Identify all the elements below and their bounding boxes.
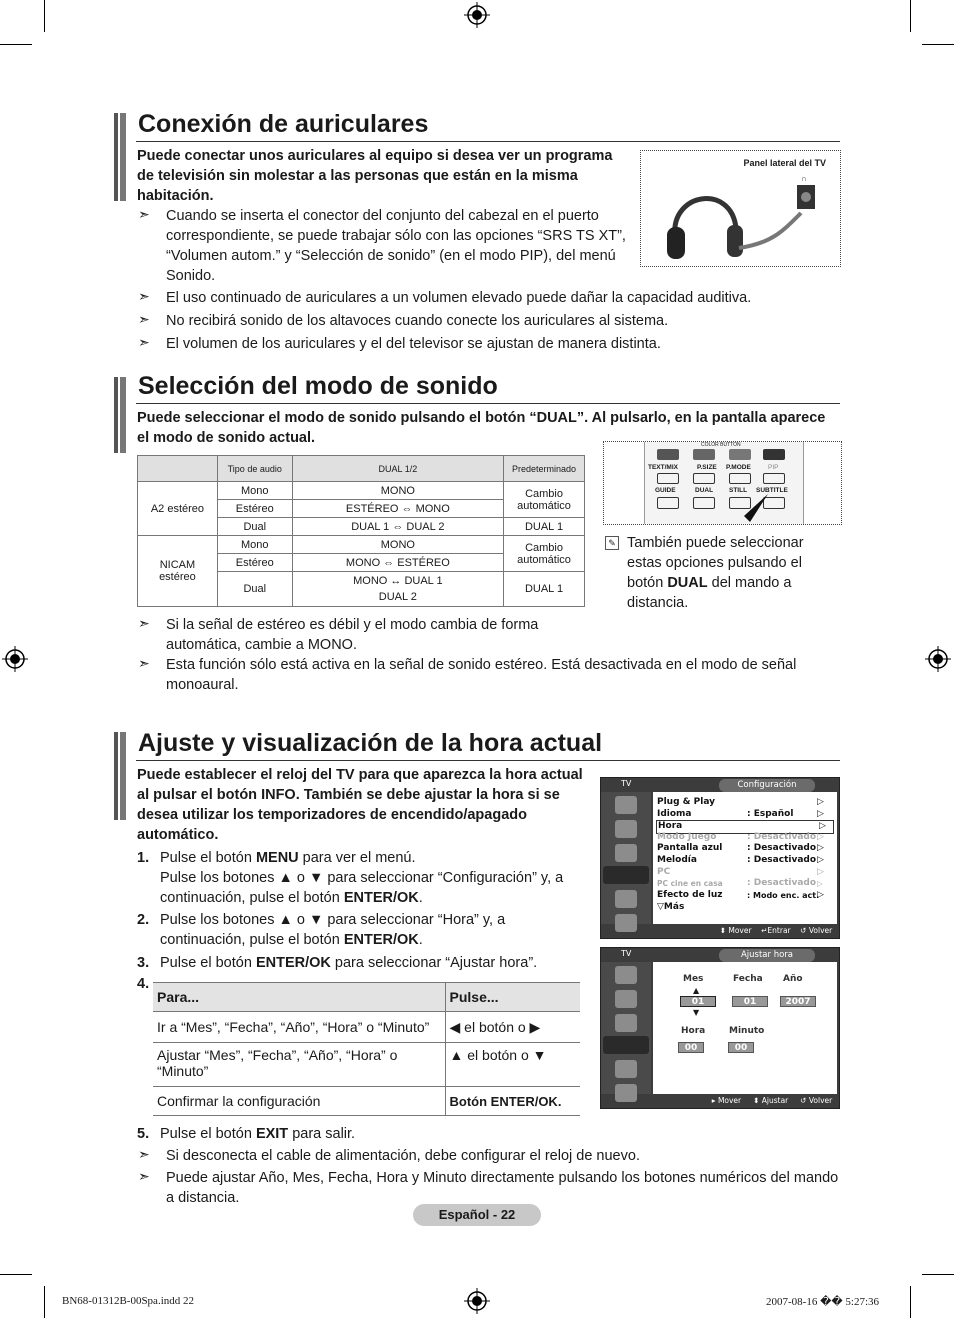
menu-item-value: : Desactivado [747, 878, 817, 889]
remote-label: DUAL [695, 487, 714, 494]
note-text: Puede ajustar Año, Mes, Fecha, Hora y Minuto directamente pulsando los botones numéricos del mando a distancia. [166, 1170, 839, 1206]
menu-item-value: : Español [747, 808, 794, 819]
footer-file: BN68-01312B-00Spa.indd 22 [62, 1295, 194, 1307]
step-part: Pulse los botones ▲ o ▼ para seleccionar “Configuración” y, a continuación, pulse el botón [160, 870, 564, 906]
setup-icon[interactable] [603, 866, 649, 884]
osd-footer [653, 1096, 837, 1107]
pmode-button[interactable] [729, 473, 751, 484]
month-field[interactable]: 01 [680, 996, 716, 1007]
picture-icon[interactable] [615, 796, 637, 814]
year-field[interactable]: 2007 [780, 996, 816, 1007]
pointer-arrow-icon [740, 492, 770, 524]
remote-note-bold: DUAL [667, 575, 708, 591]
arrow-right-icon: ▷ [817, 866, 824, 877]
crop-mark [922, 44, 954, 45]
input-icon[interactable] [615, 890, 637, 908]
table-cell-cycle [292, 572, 503, 607]
step-table-cell: ▲ el botón o ▼ [445, 1043, 580, 1087]
table-cell: DUAL 1 ⇔ DUAL 2 [292, 518, 503, 536]
osd-panel [653, 962, 837, 1094]
step-part: Pulse el botón [160, 1126, 256, 1142]
psize-button[interactable] [693, 473, 715, 484]
step-text [160, 953, 590, 973]
section-title: Selección del modo de sonido [138, 372, 498, 400]
menu-item-value: : Desactivado [747, 855, 817, 865]
step-number: 1. [137, 850, 150, 866]
step-number: 4. [137, 976, 150, 992]
step-number: 3. [137, 955, 150, 971]
arrow-right-icon: ▷ [817, 890, 824, 900]
section-bar [114, 377, 126, 453]
table-cell: Cambio automático [504, 482, 585, 518]
menu-item-value: : Modo enc. act. [747, 891, 820, 900]
menu-item-value: : Desactivado [747, 831, 817, 842]
arrow-up-icon: ▲ [693, 986, 700, 995]
minute-field[interactable]: 00 [728, 1042, 754, 1053]
table-cell: Estéreo [217, 554, 292, 572]
date-field[interactable]: 01 [732, 996, 768, 1007]
svg-text:∩: ∩ [801, 174, 807, 183]
minute-label: Minuto [729, 1026, 765, 1036]
remote-label: PIP [768, 464, 779, 471]
step-text: Pulse los botones ▲ o ▼ para seleccionar “Hora” y, a continuación, pulse el botón ENTER/OK. [160, 912, 506, 948]
table-cell: Mono [217, 536, 292, 554]
section-bar [114, 113, 126, 201]
step-table-cell: Confirmar la configuración [153, 1087, 445, 1116]
table-header-empty [138, 456, 218, 482]
audio-type-label: NICAM estéreo [138, 536, 218, 607]
note-text: Si la señal de estéreo es débil y el modo cambia de forma automática, cambie a MONO. [166, 617, 539, 653]
crop-mark [0, 1274, 32, 1275]
registration-mark-icon [464, 2, 490, 28]
menu-item-label: PC cine en casa [657, 879, 723, 889]
note-arrow-icon: ➣ [138, 615, 150, 631]
note-text: No recibirá sonido de los altavoces cuando conecte los auriculares al sistema. [166, 313, 669, 329]
step-part: para salir. [288, 1126, 356, 1142]
table-header: Tipo de audio [217, 456, 292, 482]
remote-label: TEXT/MIX [648, 464, 678, 471]
menu-item-label: Melodía [657, 855, 697, 865]
osd-time-menu [600, 947, 840, 1109]
remote-body [644, 442, 804, 524]
table-cell: Estéreo [217, 500, 292, 518]
section-intro: Puede establecer el reloj del TV para que aparezca la hora actual al pulsar el botón INFO. También se debe ajustar la hora si se desea utilizar los temporizadores de encendido/apagado automático. [137, 767, 583, 843]
table-cell: ESTÉREO ⇔ MONO [292, 500, 503, 518]
table-header: DUAL 1/2 [292, 456, 503, 482]
remote-label: GUIDE [655, 487, 676, 494]
registration-mark-icon [2, 646, 28, 672]
yellow-button[interactable] [729, 449, 751, 460]
remote-label: P.SIZE [697, 464, 717, 471]
menu-item-label: PC [657, 866, 671, 877]
step-part: Pulse el botón [160, 955, 256, 971]
step-part: Pulse los botones ▲ o ▼ para seleccionar “Hora” y, a continuación, pulse el botón [160, 912, 506, 948]
table-cell: MONO [292, 536, 503, 554]
enter-icon: ↵ [761, 926, 768, 935]
section-bar [114, 732, 126, 820]
osd-menu-item[interactable] [657, 855, 824, 867]
table-cell: Cambio automático [504, 536, 585, 572]
step-key: ENTER/OK [255, 955, 331, 971]
menu-item-label: Efecto de luz [657, 890, 723, 900]
table-cell: Dual [217, 572, 292, 607]
note-text: El volumen de los auriculares y el del televisor se ajustan de manera distinta. [166, 336, 661, 352]
crop-mark [910, 1286, 911, 1318]
arrow-right-icon: ▷ [817, 879, 823, 889]
osd-tv-label: TV [621, 779, 632, 788]
note-arrow-icon: ➣ [138, 1146, 150, 1162]
headphone-figure [640, 150, 841, 267]
step-part: para seleccionar “Ajustar hora”. [330, 955, 538, 971]
input-icon[interactable] [615, 1060, 637, 1078]
return-icon: ↺ [800, 1096, 807, 1105]
step-text: Pulse el botón MENU para ver el menú. Pulse los botones ▲ o ▼ para seleccionar “Configuración” y, a continuación, pulse el botón ENTER/OK. [160, 850, 564, 906]
section-intro: Puede seleccionar el modo de sonido pulsando el botón “DUAL”. Al pulsarlo, en la pantalla aparece el modo de sonido actual. [137, 410, 826, 446]
section-rule [136, 141, 840, 142]
audio-type-label: A2 estéreo [138, 482, 218, 536]
red-button[interactable] [657, 449, 679, 460]
menu-item-value: : Desactivado [747, 843, 817, 854]
green-button[interactable] [693, 449, 715, 460]
registration-mark-icon [925, 646, 951, 672]
hour-label: Hora [681, 1026, 706, 1036]
remote-label: SUBTITLE [756, 487, 788, 494]
step-key: ENTER/OK [343, 932, 419, 948]
osd-menu-item[interactable] [657, 797, 824, 809]
osd-menu-item[interactable] [657, 831, 824, 844]
osd-title: Configuración [719, 779, 815, 792]
osd-footer [653, 926, 837, 937]
section-title: Ajuste y visualización de la hora actual [138, 729, 603, 757]
menu-item-label: Idioma [657, 808, 692, 819]
remote-note-part: del mando a distancia. [627, 575, 792, 611]
osd-menu-item[interactable] [657, 808, 824, 821]
footer-hint: Entrar [767, 926, 791, 935]
table-cell: Mono [217, 482, 292, 500]
pip-button[interactable] [763, 473, 785, 484]
audio-mode-table [137, 455, 585, 607]
table-cell: MONO [292, 482, 503, 500]
footer-date: 2007-08-16 �� 5:27:36 [766, 1296, 879, 1308]
menu-item-label: ▽Más [657, 901, 685, 912]
text-mix-button[interactable] [657, 473, 679, 484]
osd-sidebar [601, 792, 651, 924]
step-number: 5. [137, 1126, 150, 1142]
section-rule [136, 760, 840, 761]
menu-item-label: Plug & Play [657, 797, 715, 807]
step-key: ENTER/OK [343, 890, 419, 906]
osd-menu-item[interactable] [657, 878, 823, 890]
table-cell: DUAL 1 [504, 518, 585, 536]
cycle-bottom: DUAL 2 [378, 591, 417, 603]
step-table-cell: ◀ el botón o ▶ [445, 1012, 580, 1043]
section-intro: Puede conectar unos auriculares al equipo si desea ver un programa de televisión sin molestar a las personas que están en la misma habitación. [137, 148, 613, 204]
dual-button[interactable] [693, 497, 715, 509]
footer-hint: Volver [808, 1096, 833, 1105]
remote-note-part: También puede seleccionar estas opciones pulsando el botón [627, 535, 804, 591]
menu-item-label: Pantalla azul [657, 843, 723, 854]
table-cell: DUAL 1 [504, 572, 585, 607]
note-text: Si desconecta el cable de alimentación, debe configurar el reloj de nuevo. [166, 1148, 640, 1164]
step-table-header: Pulse... [445, 983, 580, 1012]
note-arrow-icon: ➣ [138, 334, 150, 350]
arrow-down-icon: ▼ [693, 1008, 700, 1017]
month-label: Mes [683, 974, 704, 984]
digital-icon[interactable] [615, 1084, 637, 1102]
crop-mark [910, 0, 911, 32]
sound-icon[interactable] [615, 990, 637, 1008]
crop-mark [44, 0, 45, 32]
sound-icon[interactable] [615, 820, 637, 838]
step-part: para ver el menú. [298, 850, 416, 866]
arrow-right-icon: ▷ [817, 808, 824, 819]
crop-mark [44, 1286, 45, 1318]
adjust-icon: ⬍ [753, 1096, 760, 1105]
arrow-right-icon: ▷ [817, 797, 824, 807]
osd-panel [653, 792, 837, 924]
arrow-right-icon: ▷ [819, 821, 826, 832]
note-text: Esta función sólo está activa en la señal de sonido estéreo. Está desactivada en el modo de señal monoaural. [166, 657, 797, 693]
step-text [160, 1124, 590, 1144]
menu-item-label: Hora [658, 821, 683, 832]
crop-mark [0, 44, 32, 45]
note-arrow-icon: ➣ [138, 1168, 150, 1184]
note-arrow-icon: ➣ [138, 311, 150, 327]
page-number-badge: Español - 22 [413, 1204, 541, 1226]
note-arrow-icon: ➣ [138, 288, 150, 304]
note-memo-icon: ✎ [605, 536, 619, 550]
step-part: Pulse el botón [160, 850, 256, 866]
crop-mark [922, 1274, 954, 1275]
section-title: Conexión de auriculares [138, 110, 429, 138]
date-label: Fecha [733, 974, 763, 984]
footer-hint: Volver [808, 926, 833, 935]
step-number: 2. [137, 912, 150, 928]
section-rule [136, 403, 840, 404]
note-arrow-icon: ➣ [138, 206, 150, 222]
step-key: MENU [255, 850, 299, 866]
note-text: El uso continuado de auriculares a un volumen elevado puede dañar la capacidad auditiva. [166, 290, 752, 306]
osd-menu-item[interactable] [657, 866, 824, 879]
osd-title: Ajustar hora [719, 949, 815, 962]
hour-field[interactable]: 00 [678, 1042, 704, 1053]
blue-button[interactable] [763, 449, 785, 460]
footer-hint: Mover [728, 926, 752, 935]
note-arrow-icon: ➣ [138, 655, 150, 671]
step-table-cell: Ajustar “Mes”, “Fecha”, “Año”, “Hora” o “Minuto” [153, 1043, 445, 1087]
setup-icon[interactable] [603, 1036, 649, 1054]
color-button-label: COLOR BUTTON [701, 442, 741, 448]
remote-label: P.MODE [726, 464, 751, 471]
step-table-cell: Botón ENTER/OK. [445, 1087, 580, 1116]
move-icon: ⬍ [719, 926, 726, 935]
channel-icon[interactable] [615, 1014, 637, 1032]
move-icon: ▸ [711, 1096, 716, 1105]
arrow-right-icon: ▷ [817, 843, 824, 854]
cycle-top: MONO ↔ DUAL 1 [353, 575, 443, 587]
osd-menu-item[interactable] [657, 902, 684, 914]
registration-mark-icon [464, 1288, 490, 1314]
headphones-icon [661, 173, 831, 263]
menu-item-label: Modo Juego [657, 831, 717, 842]
remote-note [627, 533, 837, 613]
table-header: Predeterminado [504, 456, 585, 482]
year-label: Año [783, 974, 803, 984]
channel-icon[interactable] [615, 844, 637, 862]
step-key: EXIT [255, 1126, 289, 1142]
note-text: Cuando se inserta el conector del conjunto del cabezal en el puerto correspondiente, se puede trabajar sólo con las opciones “SRS TS XT”, “Volumen autom.” y “Selección de sonido” (en el modo PIP), del menú Sonido. [166, 208, 626, 284]
table-cell: Dual [217, 518, 292, 536]
osd-setup-menu [600, 777, 840, 939]
picture-icon[interactable] [615, 966, 637, 984]
step-table-header: Para... [153, 983, 445, 1012]
osd-tv-label: TV [621, 949, 632, 958]
arrow-right-icon: ▷ [817, 831, 824, 842]
remote-label: STILL [729, 487, 748, 494]
figure-label: Panel lateral del TV [743, 158, 826, 168]
osd-menu-item[interactable] [657, 843, 824, 855]
guide-button[interactable] [657, 497, 679, 509]
table-cell: MONO ⇔ ESTÉREO [292, 554, 503, 572]
digital-icon[interactable] [615, 914, 637, 932]
footer-hint: Ajustar [761, 1096, 789, 1105]
remote-figure [603, 441, 842, 525]
step-table-cell: Ir a “Mes”, “Fecha”, “Año”, “Hora” o “Minuto” [153, 1012, 445, 1043]
arrow-right-icon: ▷ [817, 855, 824, 865]
return-icon: ↺ [800, 926, 807, 935]
osd-menu-item[interactable] [657, 890, 824, 902]
osd-sidebar [601, 962, 651, 1094]
footer-hint: Mover [717, 1096, 742, 1105]
step-table [153, 982, 580, 1116]
